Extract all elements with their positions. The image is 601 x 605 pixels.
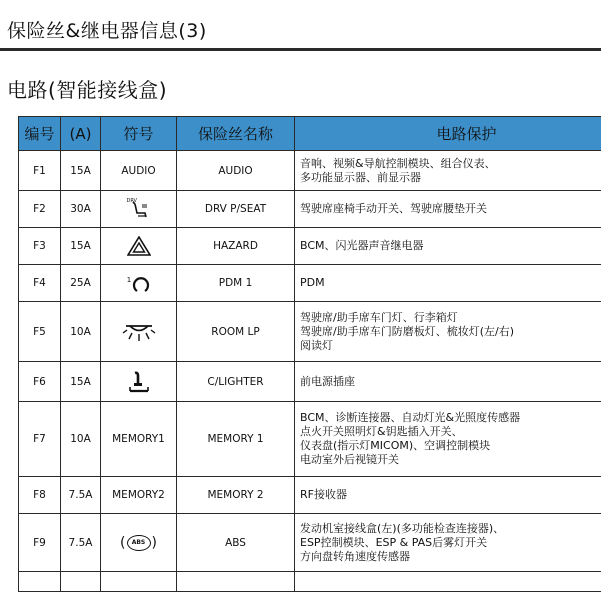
circuit-line: BCM、诊断连接器、自动灯光&光照度传感器 <box>300 411 521 424</box>
column-header-fuse-name: 保险丝名称 <box>177 117 295 151</box>
table-row <box>19 151 601 191</box>
power-arc-icon <box>127 276 150 294</box>
table-row <box>19 477 601 514</box>
fuse-amp: 15A <box>61 362 101 402</box>
circuit-line: RF接收器 <box>300 488 347 501</box>
circuit-line: 多功能显示器、前显示器 <box>300 170 421 184</box>
table-row <box>19 228 601 265</box>
seat-icon <box>127 198 151 220</box>
fuse-circuit <box>295 302 601 362</box>
table-row-partial <box>19 572 601 592</box>
fuse-circuit <box>295 228 601 265</box>
circuit-line: 驾驶席座椅手动开关、驾驶席腰垫开关 <box>300 202 487 215</box>
fuse-symbol <box>101 265 177 302</box>
fuse-circuit <box>295 265 601 302</box>
circuit-line: 驾驶席/助手席车门防磨板灯、梳妆灯(左/右) <box>300 324 514 338</box>
fuse-id: F9 <box>19 514 61 572</box>
circuit-line: 驾驶席/助手席车门灯、行李箱灯 <box>300 310 458 324</box>
fuse-amp: 10A <box>61 302 101 362</box>
fuse-amp: 10A <box>61 402 101 477</box>
fuse-circuit <box>295 402 601 477</box>
cigar-lighter-icon <box>127 370 151 394</box>
page-title: 保险丝&继电器信息(3) <box>7 20 207 42</box>
fuse-name: AUDIO <box>177 151 295 191</box>
fuse-amp: 15A <box>61 228 101 265</box>
fuse-circuit <box>295 477 601 514</box>
circuit-line: 点火开关照明灯&钥匙插入开关、 <box>300 425 463 438</box>
room-lamp-icon <box>122 321 156 343</box>
fuse-symbol <box>101 228 177 265</box>
fuse-name: ABS <box>177 514 295 572</box>
fuse-symbol: MEMORY1 <box>101 402 177 477</box>
fuse-amp: 7.5A <box>61 514 101 572</box>
table-row <box>19 514 601 572</box>
abs-icon-label: ABS <box>127 535 151 551</box>
fuse-symbol: MEMORY2 <box>101 477 177 514</box>
table-row <box>19 265 601 302</box>
column-header-amp: (A) <box>61 117 101 151</box>
fuse-symbol <box>101 362 177 402</box>
fuse-circuit <box>295 362 601 402</box>
fuse-id: F2 <box>19 191 61 228</box>
circuit-line: 仪表盘(指示灯MICOM)、空调控制模块 <box>300 439 491 452</box>
table-row <box>19 191 601 228</box>
fuse-circuit <box>295 191 601 228</box>
circuit-line: PDM <box>300 276 325 289</box>
power-arc-icon-label: 1 <box>126 275 132 284</box>
fuse-symbol <box>101 302 177 362</box>
hazard-triangle-icon <box>127 236 151 256</box>
seat-icon-label: DRV <box>126 198 137 204</box>
circuit-line: 音响、视频&导航控制模块、组合仪表、 <box>300 156 496 170</box>
circuit-line: ESP控制模块、ESP & PAS后雾灯开关 <box>300 535 488 549</box>
fuse-id: F1 <box>19 151 61 191</box>
abs-icon: ( ABS ) <box>120 534 157 551</box>
fuse-symbol <box>101 514 177 572</box>
fuse-name: PDM 1 <box>177 265 295 302</box>
table-header-row <box>19 117 601 151</box>
fuse-symbol: AUDIO <box>101 151 177 191</box>
column-header-circuit: 电路保护 <box>295 117 601 151</box>
circuit-line: BCM、闪光器声音继电器 <box>300 239 424 252</box>
title-divider <box>0 48 601 51</box>
circuit-line: 前电源插座 <box>300 374 355 388</box>
fuse-circuit <box>295 151 601 191</box>
section-title: 电路(智能接线盒) <box>7 78 168 102</box>
fuse-name: C/LIGHTER <box>177 362 295 402</box>
fuse-amp: 7.5A <box>61 477 101 514</box>
fuse-name: HAZARD <box>177 228 295 265</box>
column-header-id: 编号 <box>19 117 61 151</box>
fuse-id: F6 <box>19 362 61 402</box>
fuse-amp: 30A <box>61 191 101 228</box>
power-arc-icon-graphic <box>132 276 150 294</box>
fuse-id: F4 <box>19 265 61 302</box>
fuse-name: ROOM LP <box>177 302 295 362</box>
fuse-circuit <box>295 514 601 572</box>
fuse-table <box>18 116 601 592</box>
fuse-amp: 15A <box>61 151 101 191</box>
fuse-name: MEMORY 2 <box>177 477 295 514</box>
table-row <box>19 302 601 362</box>
circuit-line: 方向盘转角速度传感器 <box>300 549 410 563</box>
circuit-line: 发动机室接线盒(左)(多功能检查连接器)、 <box>300 521 505 535</box>
fuse-id: F8 <box>19 477 61 514</box>
fuse-amp: 25A <box>61 265 101 302</box>
fuse-id: F5 <box>19 302 61 362</box>
table-row <box>19 362 601 402</box>
fuse-symbol <box>101 191 177 228</box>
fuse-name: MEMORY 1 <box>177 402 295 477</box>
fuse-name: DRV P/SEAT <box>177 191 295 228</box>
fuse-id: F3 <box>19 228 61 265</box>
fuse-id: F7 <box>19 402 61 477</box>
column-header-symbol: 符号 <box>101 117 177 151</box>
circuit-line: 电动室外后视镜开关 <box>300 453 399 466</box>
table-row <box>19 402 601 477</box>
circuit-line: 阅读灯 <box>300 338 333 352</box>
